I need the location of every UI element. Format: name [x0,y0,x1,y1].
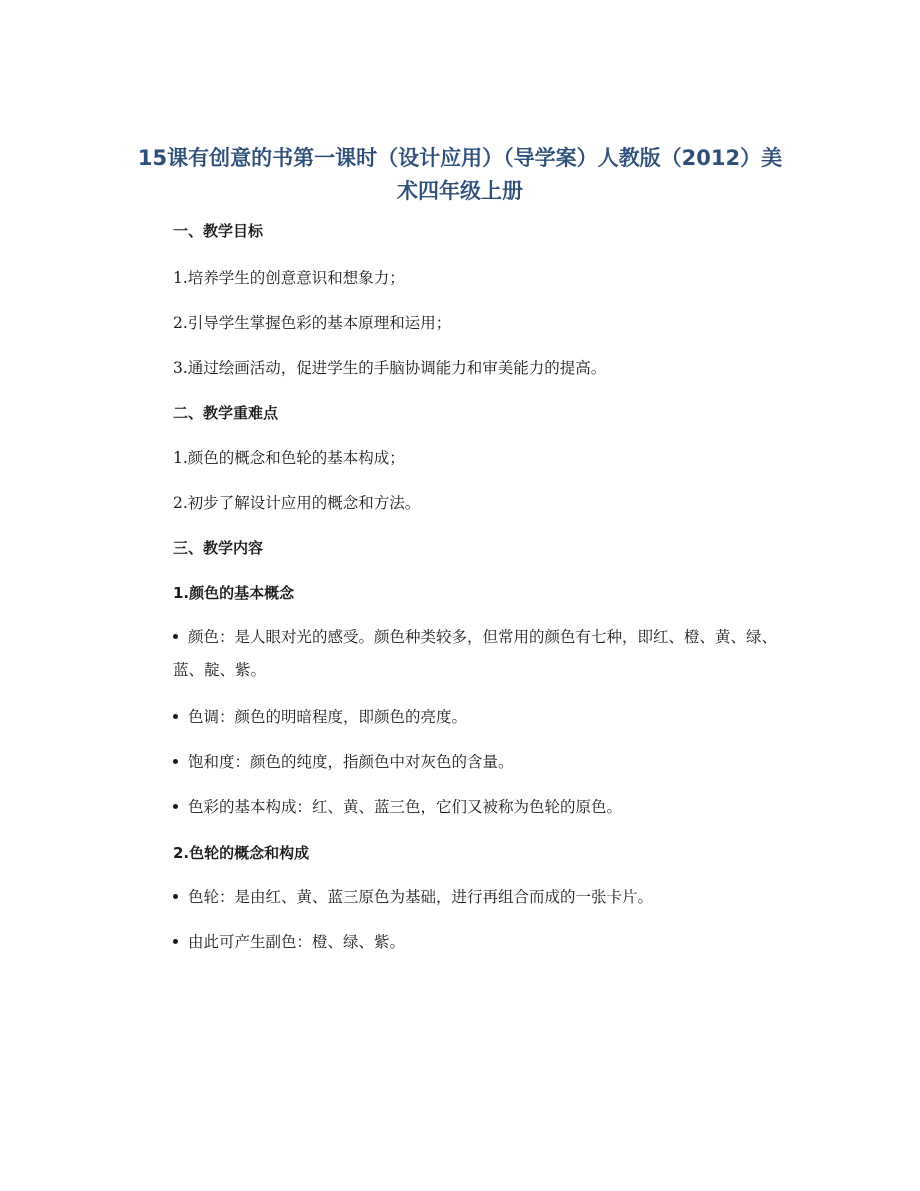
difficulty-item: 1.颜色的概念和色轮的基本构成； [173,449,405,467]
bullet-dot-icon [173,894,178,899]
document-title: 15课有创意的书第一课时（设计应用）（导学案）人教版（2012）美术四年级上册 [137,146,783,203]
section-heading-goals: 一、教学目标 [173,222,264,240]
goal-item: 3.通过绘画活动，促进学生的手脑协调能力和审美能力的提高。 [173,359,607,377]
subheading-color-wheel: 2.色轮的概念和构成 [173,844,310,862]
goal-item: 2.引导学生掌握色彩的基本原理和运用； [173,314,452,332]
difficulty-item: 2.初步了解设计应用的概念和方法。 [173,494,421,512]
bullet-dot-icon [173,759,178,764]
goal-item: 1.培养学生的创意意识和想象力； [173,269,405,287]
section-heading-difficulties: 二、教学重难点 [173,404,279,422]
bullet-item: 色彩的基本构成：红、黄、蓝三色，它们又被称为色轮的原色。 [173,791,793,824]
bullet-item: 色调：颜色的明暗程度，即颜色的亮度。 [173,701,793,734]
section-heading-content: 三、教学内容 [173,539,264,557]
subheading-color-concept: 1.颜色的基本概念 [173,584,295,602]
bullet-item: 颜色：是人眼对光的感受。颜色种类较多，但常用的颜色有七种，即红、橙、黄、绿、蓝、靛、紫。 [173,628,778,679]
bullet-dot-icon [173,804,178,809]
bullet-item: 由此可产生副色：橙、绿、紫。 [173,926,793,959]
bullet-dot-icon [173,714,178,719]
bullet-item: 色轮：是由红、黄、蓝三原色为基础，进行再组合而成的一张卡片。 [173,881,793,914]
bullet-dot-icon [173,939,178,944]
bullet-item: 饱和度：颜色的纯度，指颜色中对灰色的含量。 [173,746,793,779]
bullet-dot-icon [173,634,178,639]
